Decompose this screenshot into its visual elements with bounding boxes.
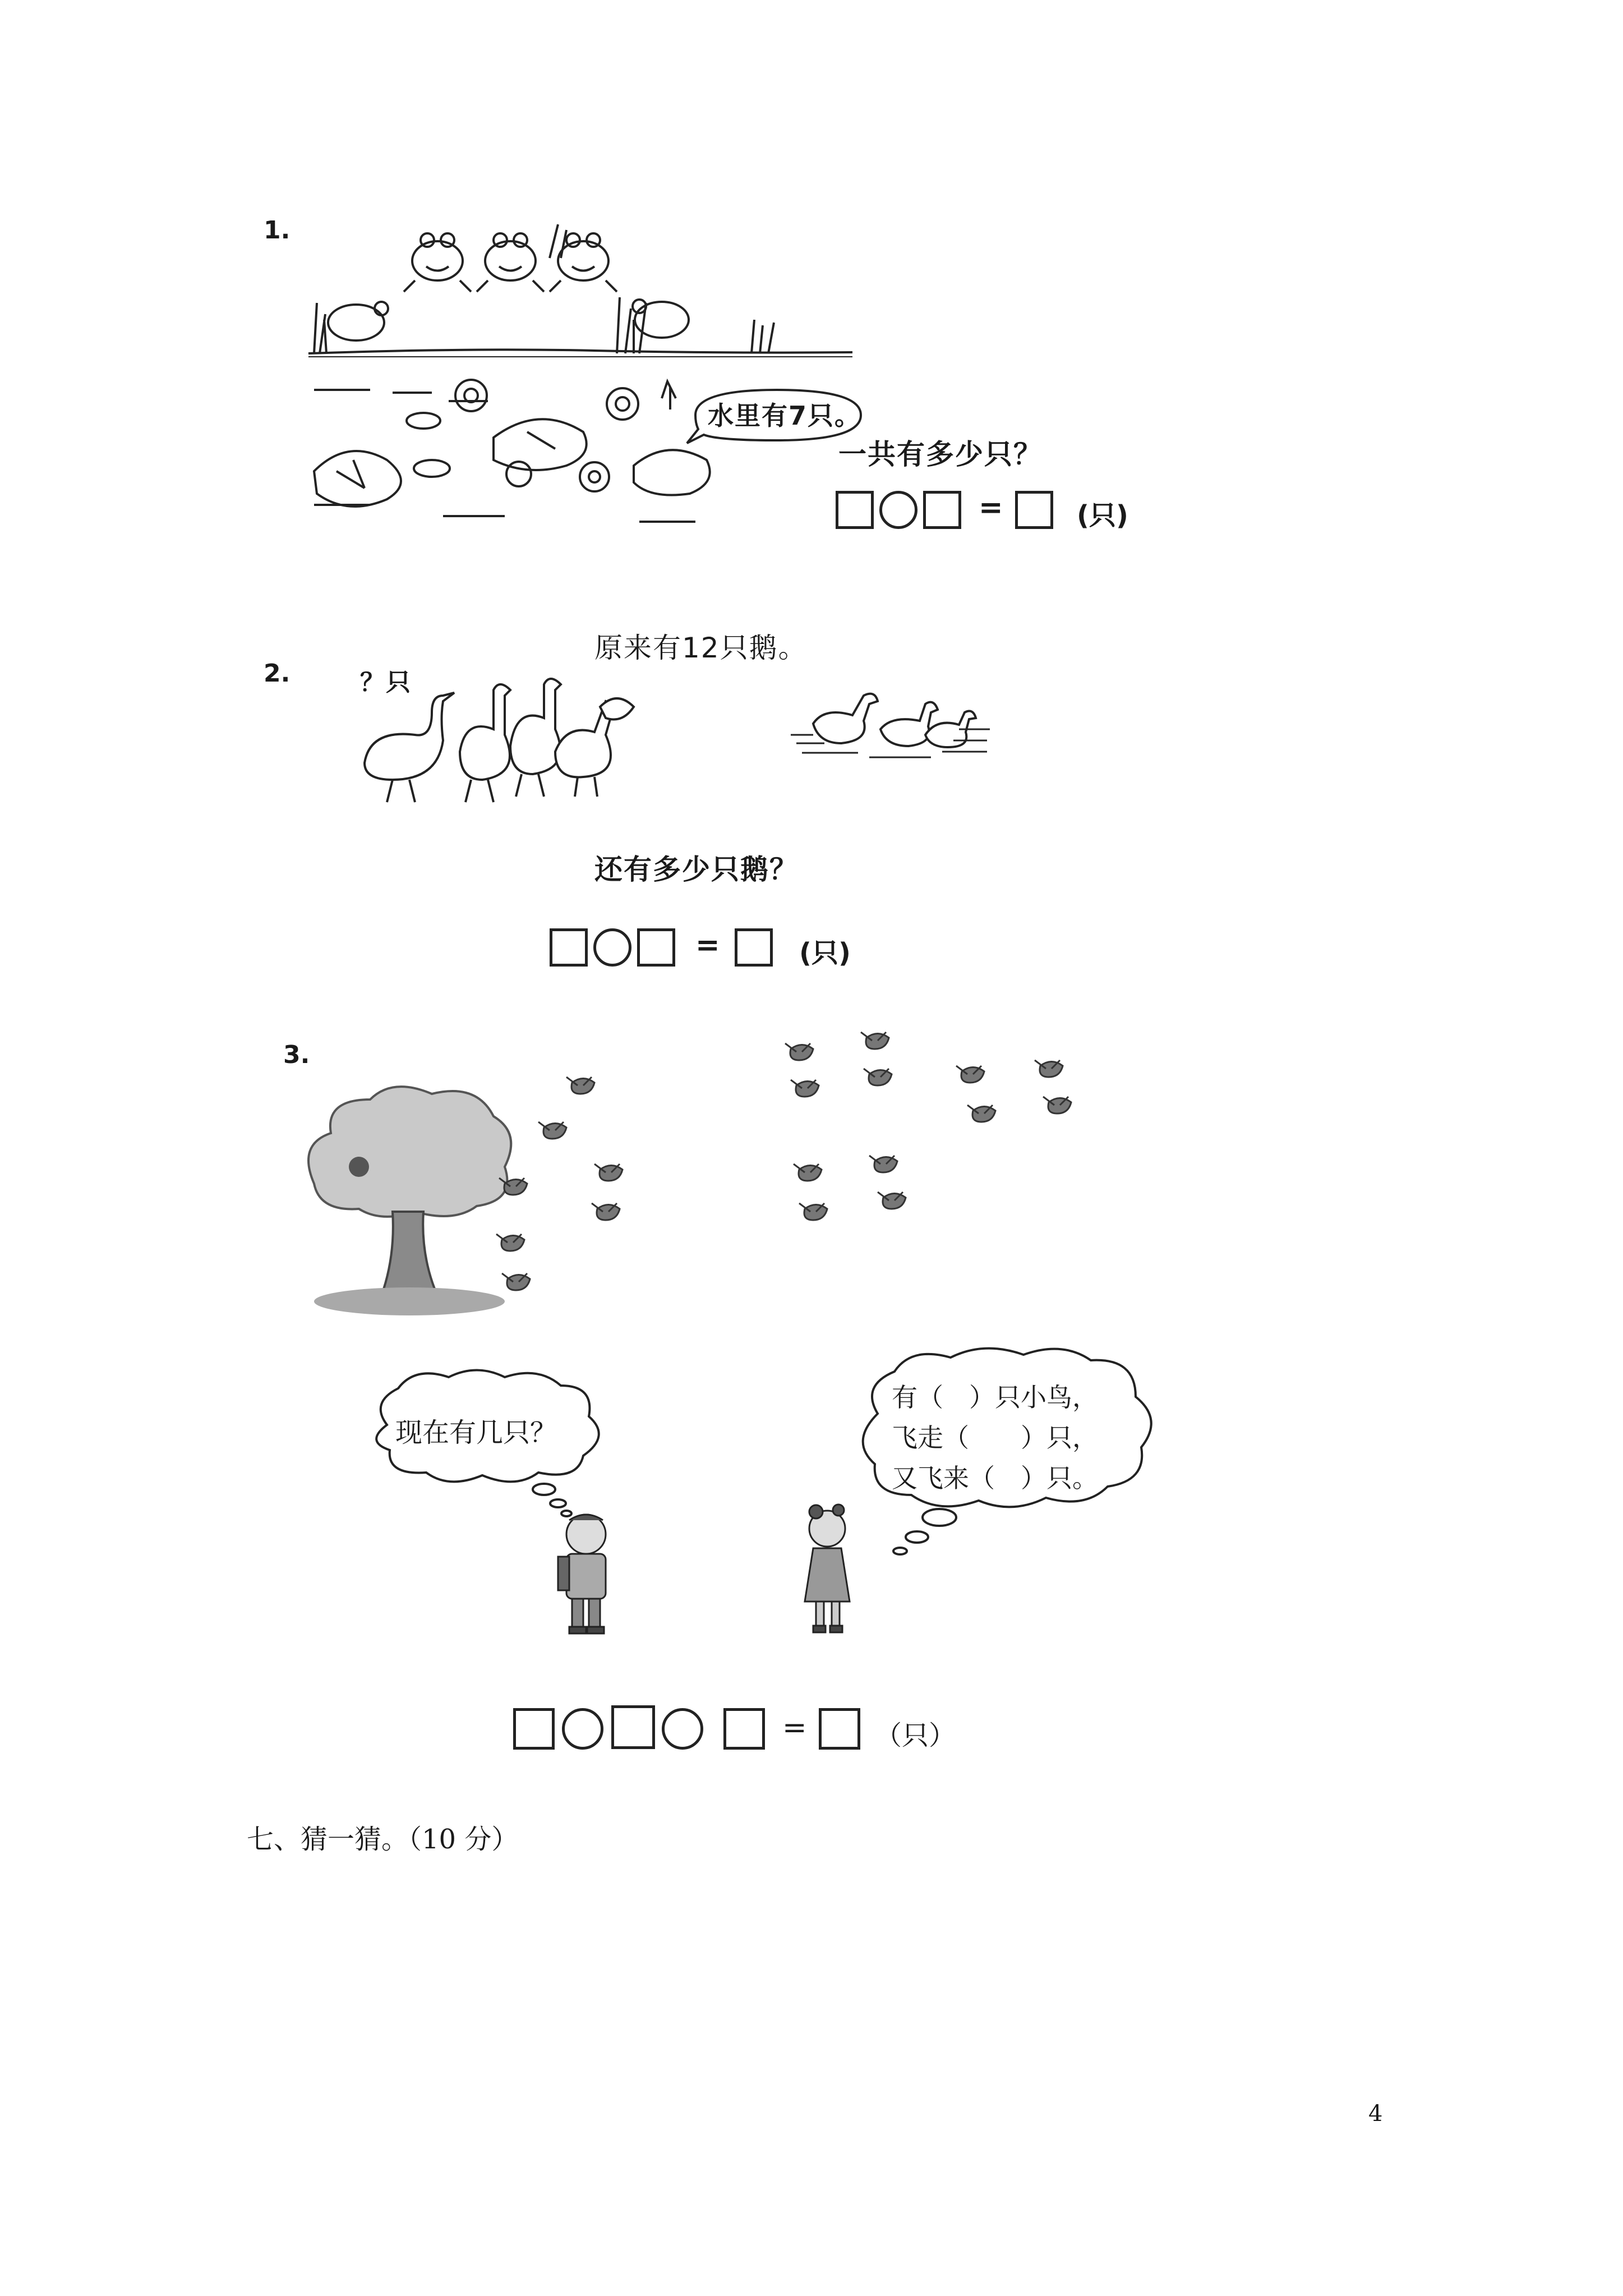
q2-number: 2. [264, 659, 291, 688]
page-number: 4 [1368, 2101, 1383, 2127]
q1-number: 1. [264, 216, 291, 245]
q2-caption: 原来有12只鹅。 [594, 632, 808, 664]
girl-bubble-text [892, 1377, 1098, 1498]
q3-answer-box-result[interactable] [819, 1708, 860, 1750]
girl-figure [794, 1503, 866, 1638]
q1-unit: (只) [1077, 500, 1128, 531]
boy-bubble-text: 现在有几只？ [395, 1417, 557, 1448]
q2-question: 还有多少只鹅？ [594, 853, 799, 886]
q1-answer-box-2[interactable] [923, 491, 961, 529]
q2-answer-box-2[interactable] [637, 928, 675, 967]
q2-unit: (只) [799, 937, 851, 969]
q3-answer-box-2[interactable] [611, 1705, 655, 1749]
q3-operator-circle-1[interactable] [562, 1708, 603, 1750]
q1-operator-circle[interactable] [879, 491, 917, 529]
q3-operator-circle-2[interactable] [662, 1708, 703, 1750]
q1-question: 一共有多少只？ [838, 438, 1043, 471]
q1-bubble-text: 水里有7只。 [708, 401, 862, 431]
q2-answer-box-1[interactable] [550, 928, 588, 967]
geese-swimming-illustration [791, 684, 993, 774]
q2-equals-sign: = [695, 928, 720, 962]
girl-bubble-line-1: 有（ ）只小鸟， [892, 1382, 1098, 1412]
q3-answer-box-1[interactable] [513, 1708, 555, 1750]
q1-equals-sign: = [979, 491, 1003, 524]
girl-bubble-line-2: 飞走（ ）只， [892, 1423, 1098, 1453]
q3-answer-box-3[interactable] [723, 1708, 765, 1750]
boy-figure [547, 1509, 625, 1638]
q2-unknown-label: ？只 [360, 668, 412, 697]
q3-unit: （只） [875, 1720, 956, 1751]
q3-number: 3. [283, 1041, 310, 1069]
q2-answer-box-result[interactable] [735, 928, 773, 967]
birds-flock-illustration [768, 1032, 1116, 1268]
q1-answer-box-result[interactable] [1015, 491, 1053, 529]
q2-operator-circle[interactable] [593, 928, 631, 967]
girl-bubble-line-3: 又飞来（ ）只。 [892, 1463, 1098, 1493]
q3-equals-sign: = [782, 1711, 807, 1745]
q1-answer-box-1[interactable] [836, 491, 874, 529]
birds-flying-illustration [488, 1071, 656, 1307]
section-7-heading: 七、猜一猜。（10 分） [247, 1824, 519, 1855]
geese-group-illustration [353, 668, 645, 813]
